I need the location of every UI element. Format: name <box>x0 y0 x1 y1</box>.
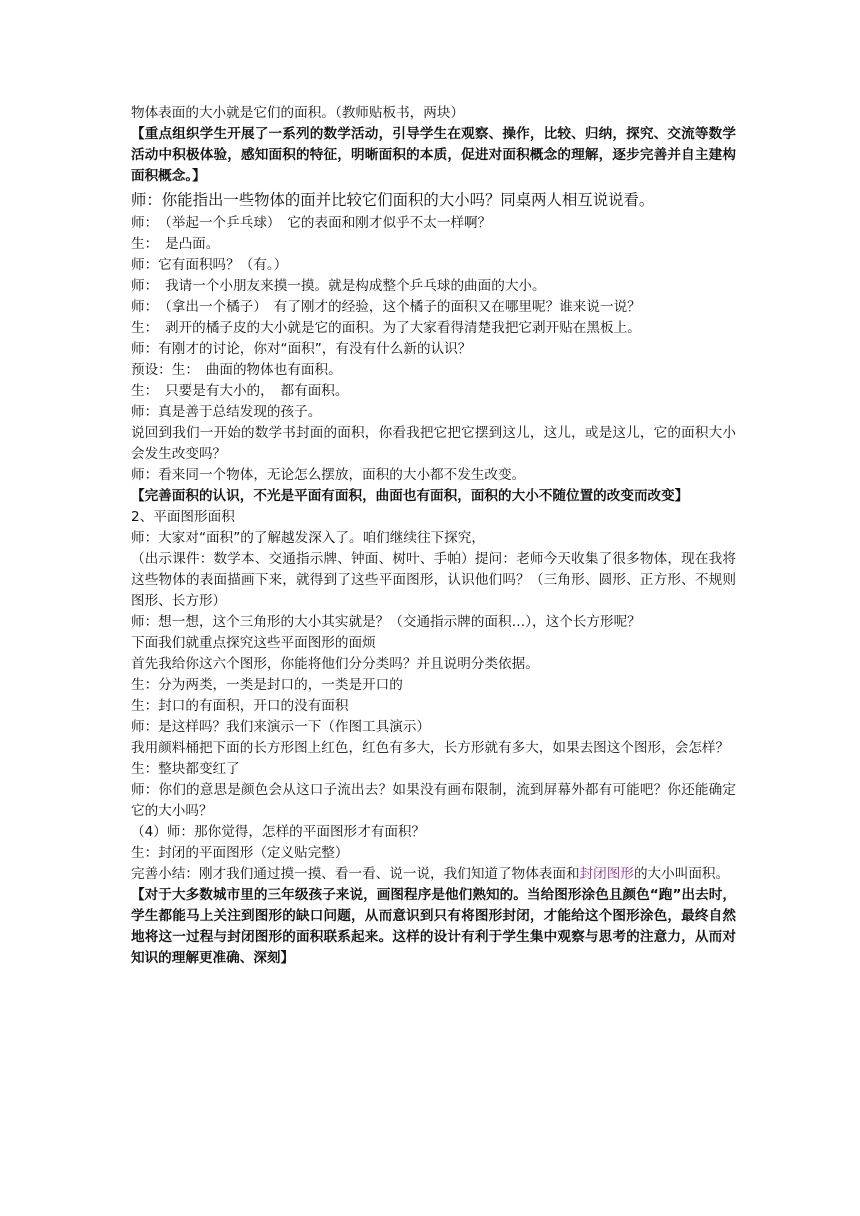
paragraph-6: 师： 我请一个小朋友来摸一摸。就是构成整个乒乓球的曲面的大小。 <box>131 278 546 294</box>
teaching-note-1: 【重点组织学生开展了一系列的数学活动，引导学生在观察、操作，比较、归纳，探究、交流等数学活动中积极体验，感知面积的特征，明晰面积的本质，促进对面积概念的理解，逐步完善并自主建构面积概念。】 <box>131 126 736 184</box>
paragraph-4: 生： 是凸面。 <box>131 236 220 252</box>
paragraph-24: 师：是这样吗？我们来演示一下（作图工具演示） <box>131 719 431 735</box>
paragraph-27: 师：你们的意思是颜色会从这口子流出去？如果没有画布限制，流到屏幕外都有可能吧？你还能确定它的大小吗？ <box>131 782 736 819</box>
summary-paragraph <box>131 864 736 885</box>
paragraph-22: 生：分为两类，一类是封口的，一类是开口的 <box>131 677 403 693</box>
paragraph-10: 预设：生： 曲面的物体也有面积。 <box>131 362 342 378</box>
paragraph-7: 师： （拿出一个橘子） 有了刚才的经验，这个橘子的面积又在哪里呢？谁来说一说？ <box>131 299 641 315</box>
paragraph-5: 师：它有面积吗？（有。） <box>131 257 288 273</box>
paragraph-17: 师：大家对“面积”的了解越发深入了。咱们继续往下探究， <box>131 530 485 546</box>
teaching-note-15: 【完善面积的认识，不光是平面有面积，曲面也有面积，面积的大小不随位置的改变而改变】 <box>131 488 689 504</box>
paragraph-3: 师： （举起一个乒乓球） 它的表面和刚才似乎不太一样啊？ <box>131 215 492 231</box>
paragraph-26: 生：整块都变红了 <box>131 761 240 777</box>
section-heading: 2、平面图形面积 <box>131 509 235 525</box>
summary-before: 完善小结：刚才我们通过摸一摸、看一看、说一说，我们知道了物体表面和 <box>131 866 580 882</box>
closing-note: 【对于大多数城市里的三年级孩子来说，画图程序是他们熟知的。当给图形涂色且颜色“跑”出去时，学生都能马上关注到图形的缺口问题，从而意识到只有将图形封闭，才能给这个图形涂色，最终自然地将这一过程与封闭图形的面积联系起来。这样的设计有利于学生集中观察与思考的注意力，从而对知识的理解更准确、深刻】 <box>131 887 736 966</box>
paragraph-9: 师：有刚才的讨论，你对“面积”，有没有什么新的认识？ <box>131 341 472 357</box>
paragraph-28: （4）师：那你觉得，怎样的平面图形才有面积？ <box>131 824 426 840</box>
paragraph-20: 下面我们就重点探究这些平面图形的面烦 <box>131 635 376 651</box>
summary-highlight: 封闭图形 <box>579 866 634 882</box>
document-body <box>131 103 736 969</box>
summary-after: 的大小叫面积。 <box>633 866 730 882</box>
paragraph-18: （出示课件：数学本、交通指示牌、钟面、树叶、手帕）提问：老师今天收集了很多物体，现在我将这些物体的表面描画下来，就得到了这些平面图形，认识他们吗？（三角形、圆形、正方形、不规则图形、长方形） <box>131 551 736 609</box>
paragraph-8: 生： 剥开的橘子皮的大小就是它的面积。为了大家看得清楚我把它剥开贴在黑板上。 <box>131 320 641 336</box>
paragraph-14: 师：看来同一个物体，无论怎么摆放，面积的大小都不发生改变。 <box>131 467 526 483</box>
paragraph-13: 说回到我们一开始的数学书封面的面积，你看我把它把它摆到这儿，这儿，或是这儿，它的面积大小会发生改变吗？ <box>131 425 736 462</box>
paragraph-19: 师：想一想，这个三角形的大小其实就是？（交通指示牌的面积…），这个长方形呢？ <box>131 614 641 630</box>
paragraph-0: 物体表面的大小就是它们的面积。（教师贴板书，两块） <box>131 105 465 121</box>
paragraph-23: 生：封口的有面积，开口的没有面积 <box>131 698 349 714</box>
paragraph-11: 生： 只要是有大小的， 都有面积。 <box>131 383 349 399</box>
paragraph-25: 我用颜料桶把下面的长方形图上红色，红色有多大，长方形就有多大，如果去图这个图形，会怎样？ <box>131 740 730 756</box>
paragraph-2: 师：你能指出一些物体的面并比较它们面积的大小吗？同桌两人相互说说看。 <box>131 191 655 209</box>
paragraph-29: 生：封闭的平面图形（定义贴完整） <box>131 845 349 861</box>
paragraph-12: 师：真是善于总结发现的孩子。 <box>131 404 322 420</box>
paragraph-21: 首先我给你这六个图形，你能将他们分分类吗？并且说明分类依据。 <box>131 656 539 672</box>
